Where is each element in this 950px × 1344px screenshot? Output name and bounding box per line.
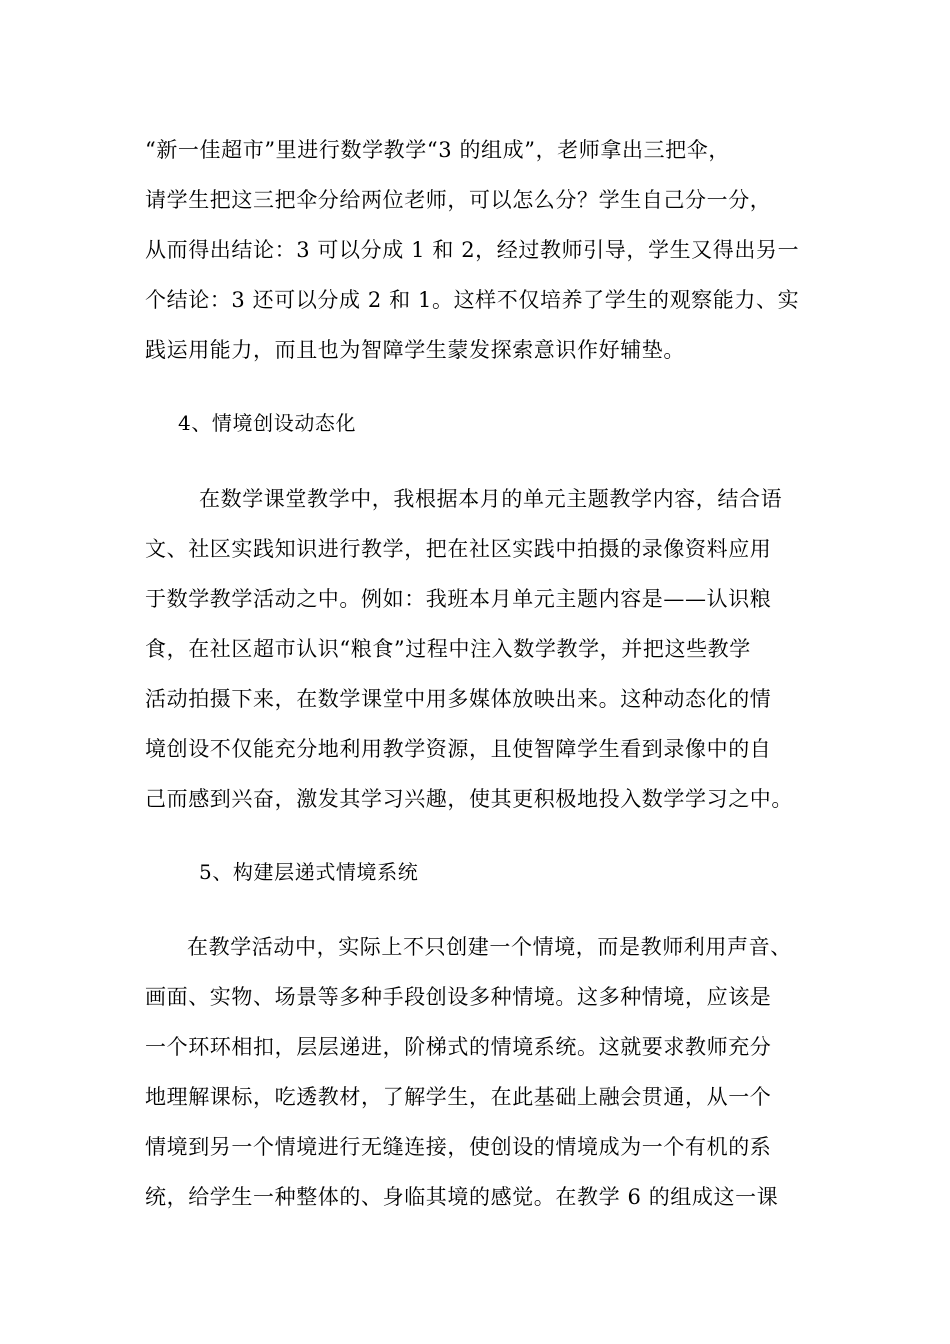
paragraph-2-line: 活动拍摄下来，在数学课堂中用多媒体放映出来。这种动态化的情: [145, 687, 772, 711]
paragraph-3-line: 情境到另一个情境进行无缝连接，使创设的情境成为一个有机的系: [145, 1135, 772, 1159]
paragraph-2-line: 己而感到兴奋，激发其学习兴趣，使其更积极地投入数学学习之中。: [145, 787, 793, 811]
paragraph-2-line: 境创设不仅能充分地利用教学资源，且使智障学生看到录像中的自: [145, 737, 772, 761]
paragraph-3-line: 统，给学生一种整体的、身临其境的感觉。在教学 6 的组成这一课: [145, 1185, 779, 1209]
section-heading-5: 5、构建层递式情境系统: [199, 860, 419, 884]
paragraph-2-line: 在数学课堂教学中，我根据本月的单元主题教学内容，结合语: [199, 487, 783, 511]
paragraph-3-line: 在教学活动中，实际上不只创建一个情境，而是教师利用声音、: [187, 935, 792, 959]
paragraph-3-line: 地理解课标，吃透教材，了解学生，在此基础上融会贯通，从一个: [145, 1085, 772, 1109]
paragraph-2-line: 文、社区实践知识进行教学，把在社区实践中拍摄的录像资料应用: [145, 537, 772, 561]
paragraph-3-line: 一个环环相扣，层层递进，阶梯式的情境系统。这就要求教师充分: [145, 1035, 772, 1059]
paragraph-1-line: 从而得出结论：3 可以分成 1 和 2，经过教师引导，学生又得出另一: [145, 238, 800, 262]
paragraph-2-line: 于数学教学活动之中。例如：我班本月单元主题内容是——认识粮: [145, 587, 772, 611]
paragraph-1-line: “新一佳超市”里进行数学教学“3 的组成”，老师拿出三把伞，: [145, 138, 730, 162]
paragraph-3-line: 画面、实物、场景等多种手段创设多种情境。这多种情境，应该是: [145, 985, 772, 1009]
paragraph-2-line: 食，在社区超市认识“粮食”过程中注入数学教学，并把这些教学: [145, 637, 751, 661]
section-heading-4: 4、情境创设动态化: [178, 411, 357, 435]
paragraph-1-line: 请学生把这三把伞分给两位老师，可以怎么分？学生自己分一分，: [145, 188, 772, 212]
paragraph-1-line: 践运用能力，而且也为智障学生蒙发探索意识作好辅垫。: [145, 338, 685, 362]
paragraph-1-line: 个结论：3 还可以分成 2 和 1。这样不仅培养了学生的观察能力、实: [145, 288, 800, 312]
